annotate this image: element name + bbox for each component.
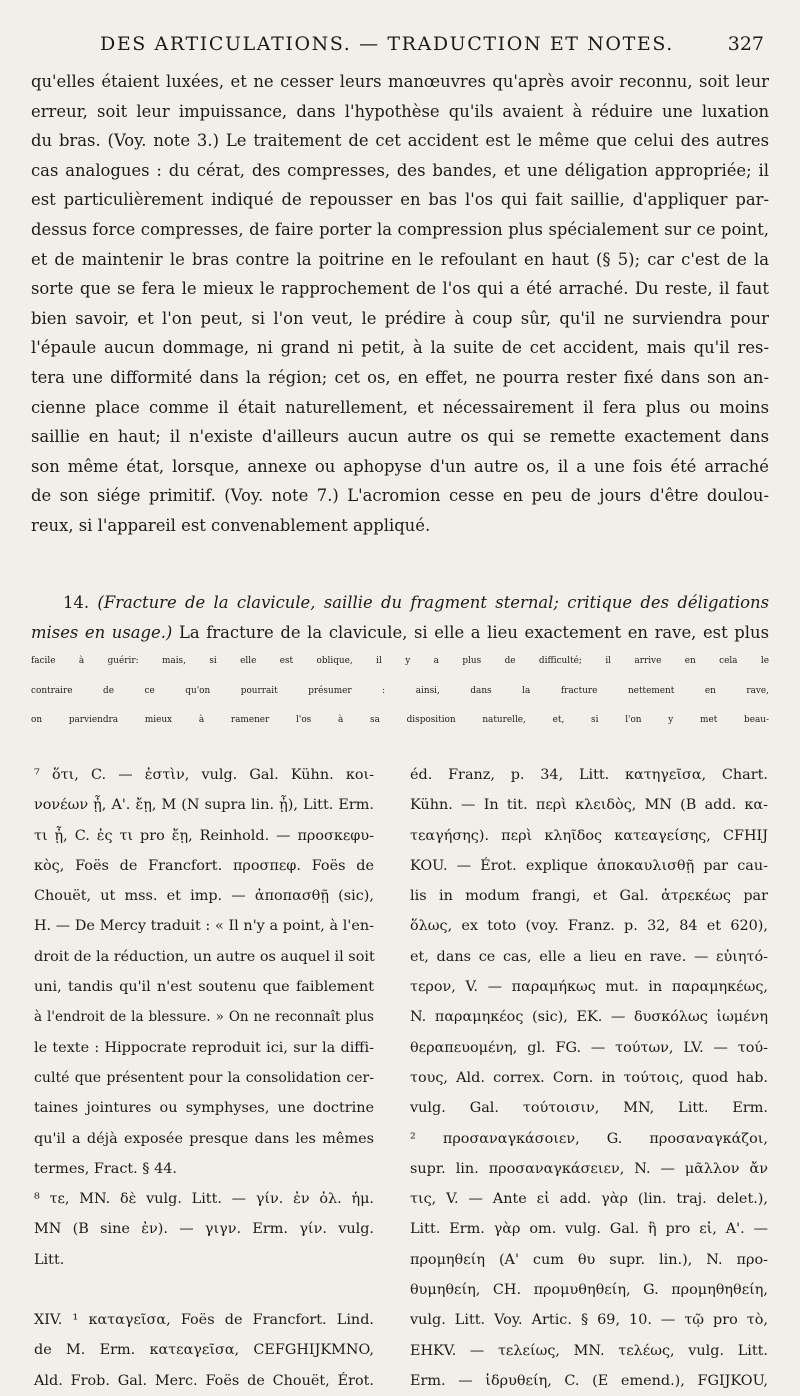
- footnote-line: EHKV. — τελείως, MN. τελέως, vulg. Litt.: [410, 1342, 768, 1359]
- section-heading-line-2: [31, 618, 769, 648]
- text-line: contraire de ce qu'on pourrait présumer : ainsi, dans la fracture nettement en rave,: [31, 685, 769, 696]
- section-heading-line: [31, 588, 769, 618]
- footnote-line: τους, Ald. correx. Corn. in τούτοις, quod hab.: [410, 1069, 768, 1086]
- footnote-line: culté que présentent pour la consolidation cer-: [34, 1069, 374, 1086]
- footnote-line: Chouët, ut mss. et imp. — ἀποπασθῇ (sic),: [34, 888, 374, 905]
- text-line: qu'elles étaient luxées, et ne cesser leurs manœuvres qu'après avoir reconnu, soit leur: [31, 72, 769, 91]
- footnote-line: N. παραμηκέος (sic), EK. — δυσκόλως ἰωμένη: [410, 1009, 768, 1026]
- text-line: saillie en haut; il n'existe d'ailleurs aucun autre os qui se remette exactement dans: [31, 427, 769, 447]
- section-text-start: La fracture de la clavicule, si elle a lieu exactement en rave, est plus: [172, 622, 769, 642]
- footnote-line: Litt. Erm. γὰρ om. vulg. Gal. ἢ pro εἰ, A'. —: [410, 1221, 768, 1238]
- footnote-line: taines jointures ou symphyses, une doctrine: [34, 1100, 374, 1117]
- text-line: facile à guérir: mais, si elle est oblique, il y a plus de difficulté; il arrive en cela le: [31, 656, 769, 667]
- running-head: [34, 33, 768, 59]
- footnote-line: qu'il a déjà exposée presque dans les mêmes: [34, 1130, 374, 1147]
- footnote-line: et, dans ce cas, elle a lieu en rave. — εὐιητό-: [410, 948, 768, 965]
- text-line: reux, si l'appareil est convenablement appliqué.: [31, 515, 431, 535]
- text-line: tera une difformité dans la région; cet os, en effet, ne pourra rester fixé dans son an-: [31, 367, 769, 387]
- footnote-line: Erm. — ἱδρυθείη, C. (E emend.), FGIJKOU,: [410, 1372, 768, 1389]
- text-line: de son siége primitif. (Voy. note 7.) L'acromion cesse en peu de jours d'être doulou-: [31, 486, 769, 506]
- footnote-line: ὅλως, ex toto (voy. Franz. p. 32, 84 et 620),: [410, 918, 768, 935]
- footnote-line: de M. Erm. κατεαγεῖσα, CEFGHIJKMNO,: [34, 1342, 374, 1359]
- footnotes-left-column: [34, 760, 374, 1396]
- text-line: on parviendra mieux à ramener l'os à sa disposition naturelle, et, si l'on y met beau-: [31, 715, 769, 726]
- footnote-line: lis in modum frangi, et Gal. ἀτρεκέως par: [410, 888, 768, 905]
- footnote-line: supr. lin. προσαναγκάσειεν, N. — μᾶλλον ἄν: [410, 1160, 768, 1177]
- footnote-line: MN (B sine ἐν). — γιγν. Erm. γίν. vulg.: [34, 1221, 374, 1238]
- footnote-line: KOU. — Érot. explique ἀποκαυλισθῇ par cau-: [410, 857, 768, 874]
- text-line: et de maintenir le bras contre la poitrine en le refoulant en haut (§ 5); car c'est de la: [31, 249, 769, 269]
- footnote-line: le texte : Hippocrate reproduit ici, sur la diffi-: [34, 1039, 374, 1056]
- text-line: sorte que se fera le mieux le rapprochement de l'os qui a été arraché. Du reste, il faut: [31, 279, 769, 299]
- footnote-line: τις, V. — Ante εἰ add. γὰρ (lin. traj. delet.),: [410, 1191, 768, 1208]
- text-line: cienne place comme il était naturellement, et nécessairement il fera plus ou moins: [31, 397, 769, 417]
- text-line: son même état, lorsque, annexe ou aphopyse d'un autre os, il a une fois été arraché: [31, 456, 769, 476]
- footnote-line: ⁷ ὅτι, C. — ἐστὶν, vulg. Gal. Kühn. κοι-: [34, 767, 374, 783]
- main-paragraph: [31, 67, 769, 541]
- footnote-line: ² προσαναγκάσοιεν, G. προσαναγκάζοι,: [410, 1130, 768, 1147]
- footnote-line: termes, Fract. § 44.: [34, 1160, 177, 1177]
- footnote-line: θυμηθείη, CH. προμυθηθείη, G. προμηθηθείη,: [410, 1282, 768, 1299]
- footnote-line: vulg. Gal. τούτοισιν, MN, Litt. Erm.: [410, 1100, 768, 1117]
- footnote-line: uni, tandis qu'il n'est soutenu que faiblement: [34, 979, 374, 996]
- running-title: DES ARTICULATIONS. — TRADUCTION ET NOTES.: [100, 33, 674, 55]
- footnote-line: νονέων ᾖ, A'. ἔῃ, M (N supra lin. ᾖ), Litt. Erm.: [34, 797, 374, 814]
- section-number: 14.: [63, 593, 90, 612]
- footnote-line: προμηθείη (A' cum θυ supr. lin.), N. προ-: [410, 1251, 768, 1268]
- footnote-line: θεραπευομένη, gl. FG. — τούτων, LV. — τού-: [410, 1039, 768, 1056]
- footnote-line: τι ᾖ, C. ἐς τι pro ἔῃ, Reinhold. — προσκεφυ-: [34, 827, 374, 844]
- section-title-continued: mises en usage.): [31, 622, 173, 642]
- text-line: erreur, soit leur impuissance, dans l'hypothèse qu'ils avaient à réduire une luxation: [31, 101, 769, 121]
- footnote-line: τερον, V. — παραμήκως mut. in παραμηκέως,: [410, 979, 768, 996]
- text-line: l'épaule aucun dommage, ni grand ni petit, à la suite de cet accident, mais qu'il res-: [31, 338, 769, 358]
- footnote-line: Litt.: [34, 1251, 65, 1268]
- text-line: du bras. (Voy. note 3.) Le traitement de cet accident est le même que celui des autres: [31, 131, 769, 151]
- footnote-line: ⁸ τε, MN. δὲ vulg. Litt. — γίν. ἐν ὀλ. ἡμ.: [34, 1191, 374, 1208]
- text-line: bien savoir, et l'on peut, si l'on veut, le prédire à coup sûr, qu'il ne surviendra pour: [31, 308, 769, 328]
- footnote-line: κὸς, Foës de Francfort. προσπεφ. Foës de: [34, 857, 374, 874]
- footnote-line: XIV. ¹ καταγεῖσα, Foës de Francfort. Lind.: [34, 1312, 374, 1329]
- footnote-line: vulg. Litt. Voy. Artic. § 69, 10. — τῷ pro τὸ,: [410, 1312, 768, 1329]
- section-14: [31, 588, 769, 736]
- footnote-line: Kühn. — In tit. περὶ κλειδὸς, MN (B add. κα-: [410, 797, 768, 814]
- section-lines: [31, 647, 769, 736]
- footnotes-right-column: [410, 760, 768, 1396]
- footnote-line: τεαγήσης). περὶ κληῖδος κατεαγείσης, CFHIJ: [410, 827, 768, 844]
- footnote-line: à l'endroit de la blessure. » On ne reconnaît plus: [34, 1009, 374, 1026]
- text-line: dessus force compresses, de faire porter la compression plus spécialement sur ce point,: [31, 219, 769, 239]
- text-line: cas analogues : du cérat, des compresses, des bandes, et une déligation appropriée; il: [31, 160, 769, 180]
- footnote-line: droit de la réduction, un autre os auquel il soit: [34, 948, 375, 965]
- page-number: 327: [727, 33, 764, 55]
- note-gap: [34, 1275, 374, 1305]
- footnote-line: Ald. Frob. Gal. Merc. Foës de Chouët, Érot.: [34, 1372, 374, 1389]
- footnote-line: éd. Franz, p. 34, Litt. κατηγεῖσα, Chart.: [410, 767, 768, 783]
- text-line: est particulièrement indiqué de repousser en bas l'os qui fait saillie, d'appliquer par-: [31, 190, 769, 210]
- footnote-line: H. — De Mercy traduit : « Il n'y a point, à l'en-: [34, 918, 374, 935]
- section-title: (Fracture de la clavicule, saillie du fragment sternal; critique des déligations: [97, 593, 769, 612]
